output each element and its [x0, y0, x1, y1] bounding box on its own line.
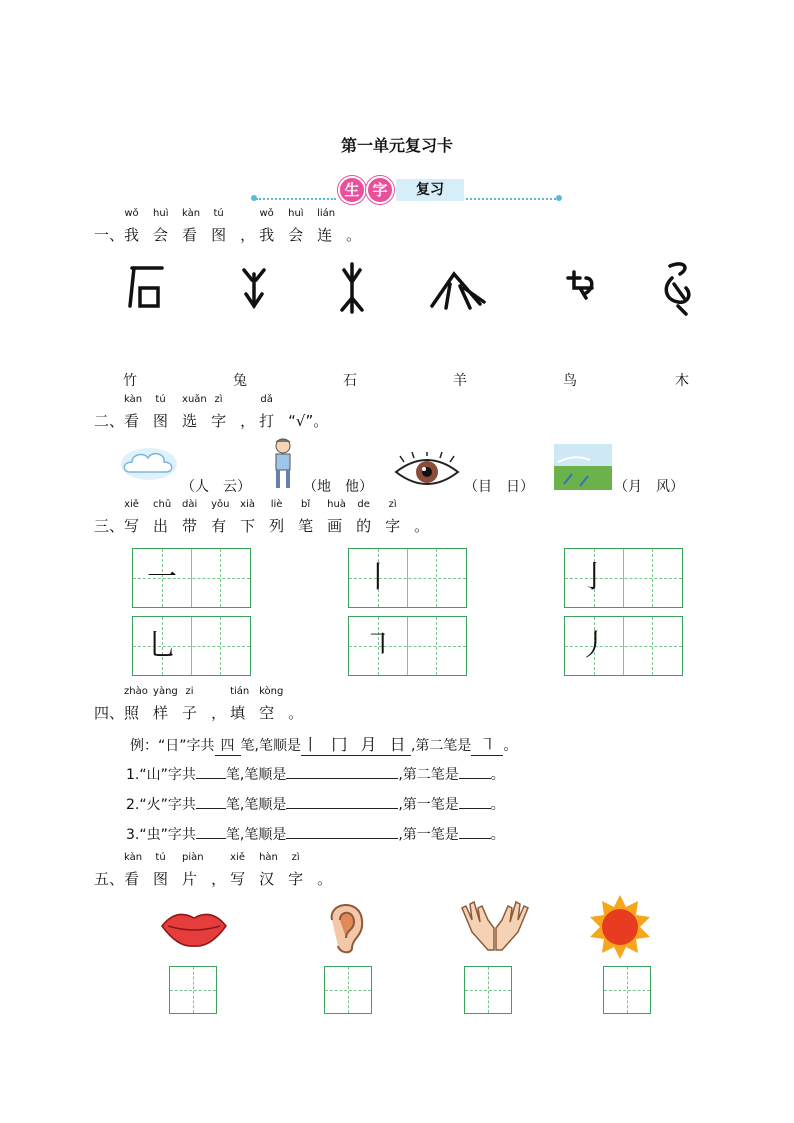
stroke-grid[interactable]: [564, 616, 683, 676]
q3-order-blank[interactable]: [286, 838, 398, 839]
pictograph-sheep-icon: [244, 270, 264, 306]
stroke-grid[interactable]: [348, 616, 467, 676]
section-5-pinyin: kàn: [124, 852, 143, 863]
section-4-char: zi 子: [182, 686, 198, 722]
section-1-pinyin: huì: [288, 208, 304, 219]
pictograph-row: [118, 258, 718, 324]
section-3-char: yǒu 有: [211, 499, 230, 535]
writing-box[interactable]: [169, 966, 217, 1014]
section-1-char: 。: [346, 226, 362, 244]
section-3-char: de 的: [356, 499, 372, 535]
word-6: 木: [675, 373, 689, 389]
section-4-char: kòng 空: [259, 686, 284, 722]
q2-stroke-blank[interactable]: [459, 808, 491, 809]
section-1-heading: [94, 208, 365, 245]
section-2-pinyin: dǎ: [260, 394, 273, 405]
example-order: 丨 冂 月 日: [301, 732, 411, 756]
section-5-pinyin: piàn: [182, 852, 204, 863]
section-5-pinyin: zì: [291, 852, 300, 863]
stroke-grid[interactable]: [564, 548, 683, 608]
section-1-char: huì 会: [288, 208, 304, 244]
banner-line-right: [466, 198, 556, 200]
option-1: （人 云）: [181, 479, 251, 495]
section-3-pinyin: chū: [153, 499, 172, 510]
stroke-sample: 一: [147, 560, 177, 595]
section-2-char: “√”。: [288, 412, 329, 430]
section-3-pinyin: dài: [182, 499, 198, 510]
example-count: 四: [215, 735, 241, 756]
stroke-grid[interactable]: [132, 548, 251, 608]
cloud-icon: [120, 446, 178, 482]
section-5-heading: [94, 852, 336, 889]
section-1-pinyin: kàn: [182, 208, 201, 219]
banner-dot-right: [556, 195, 562, 201]
section-1-char: kàn 看: [182, 208, 201, 244]
pictograph-tree-icon: [342, 264, 362, 312]
section-1-char: tú 图: [211, 208, 227, 244]
section-3-heading: [94, 499, 433, 536]
section-2-char: xuǎn 选: [182, 394, 207, 430]
pictograph-bamboo-icon: [432, 274, 484, 308]
section-5-pinyin: tú: [155, 852, 166, 863]
sun-icon: [586, 894, 654, 960]
section-5-char: hàn 汉: [259, 852, 278, 888]
word-3: 石: [343, 373, 357, 389]
section-1-char: wǒ 我: [259, 208, 275, 244]
section-3-pinyin: xià: [240, 499, 255, 510]
stroke-sample: 丿: [579, 628, 609, 663]
section-3-char: 。: [414, 517, 430, 535]
section-3-char: xià 下: [240, 499, 256, 535]
pictograph-rabbit-icon: [568, 272, 592, 298]
stroke-grid[interactable]: [132, 616, 251, 676]
section-1-char: lián 连: [317, 208, 336, 244]
section-3-number: 三、: [94, 517, 125, 535]
section-5-char: kàn 看: [124, 852, 143, 888]
section-1-char: ，: [240, 226, 256, 244]
question-3: 3.“虫”字共 笔,笔顺是 ,第一笔是 。: [126, 827, 505, 843]
section-3-char: liè 列: [269, 499, 285, 535]
option-2: （地 他）: [303, 479, 373, 495]
section-5-pinyin: xiě: [230, 852, 246, 863]
section-4-pinyin: yàng: [153, 686, 178, 697]
section-3-pinyin: xiě: [124, 499, 139, 510]
section-4-pinyin: tián: [230, 686, 250, 697]
section-1-pinyin: wǒ: [124, 208, 139, 219]
eye-icon: [394, 452, 460, 492]
q1-order-blank[interactable]: [286, 778, 398, 779]
banner-char-2: 字: [366, 176, 394, 204]
option-3: （目 日）: [464, 479, 534, 495]
section-2-pinyin: xuǎn: [182, 394, 207, 405]
stroke-sample: ㇕: [363, 628, 393, 663]
section-1-pinyin: lián: [317, 208, 336, 219]
section-1-pinyin: wǒ: [259, 208, 274, 219]
section-1-pinyin: huì: [153, 208, 169, 219]
stroke-grid[interactable]: [348, 548, 467, 608]
banner-line-left: [256, 198, 336, 200]
word-4: 羊: [453, 373, 467, 389]
section-1-char: wǒ 我: [124, 208, 140, 244]
question-1: 1.“山”字共 笔,笔顺是 ,第二笔是 。: [126, 767, 505, 783]
banner-label: 复习: [396, 179, 464, 201]
word-1: 竹: [123, 373, 137, 389]
section-4-char: yàng 样: [153, 686, 178, 722]
stroke-sample: 丨: [363, 560, 393, 595]
section-2-char: ，: [240, 412, 256, 430]
section-2-pinyin: kàn: [124, 394, 143, 405]
word-2: 兔: [233, 373, 247, 389]
stroke-sample: 亅: [579, 560, 609, 595]
section-4-pinyin: zi: [185, 686, 194, 697]
example-stroke: ㇕: [471, 732, 503, 756]
section-5-char: xiě 写: [230, 852, 246, 888]
q1-count-blank[interactable]: [196, 778, 226, 779]
section-3-pinyin: de: [357, 499, 370, 510]
banner-char-1: 生: [338, 176, 366, 204]
section-2-char: dǎ 打: [259, 394, 275, 430]
section-4-char: ，: [211, 704, 227, 722]
writing-box[interactable]: [603, 966, 651, 1014]
section-5-char: zì 字: [288, 852, 304, 888]
section-5-char: ，: [211, 870, 227, 888]
section-3-char: zì 字: [385, 499, 401, 535]
section-4-char: zhào 照: [124, 686, 148, 722]
q3-count-blank[interactable]: [196, 838, 226, 839]
section-5-char: piàn 片: [182, 852, 204, 888]
section-5-number: 五、: [94, 870, 125, 888]
word-5: 鸟: [563, 373, 577, 389]
section-3-pinyin: liè: [270, 499, 283, 510]
option-4: （月 风）: [614, 479, 684, 495]
writing-box[interactable]: [464, 966, 512, 1014]
section-3-pinyin: bǐ: [301, 499, 311, 510]
section-2-char: zì 字: [211, 394, 227, 430]
mouth-icon: [160, 906, 228, 948]
section-2-char: kàn 看: [124, 394, 143, 430]
section-3-char: huà 画: [327, 499, 346, 535]
section-2-pinyin: zì: [214, 394, 223, 405]
section-4-pinyin: kòng: [259, 686, 284, 697]
windy-field-icon: [554, 444, 612, 490]
section-4-heading: [94, 686, 307, 723]
section-5-char: tú 图: [153, 852, 169, 888]
pictograph-stone-icon: [130, 268, 162, 306]
section-3-char: dài 带: [182, 499, 198, 535]
section-1-number: 一、: [94, 226, 125, 244]
section-1-pinyin: tú: [213, 208, 224, 219]
section-3-char: xiě 写: [124, 499, 140, 535]
section-5-pinyin: hàn: [259, 852, 278, 863]
boy-icon: [270, 436, 296, 490]
section-3-pinyin: yǒu: [211, 499, 230, 510]
section-4-number: 四、: [94, 704, 125, 722]
stroke-sample: 乚: [147, 628, 177, 663]
section-3-pinyin: zì: [388, 499, 397, 510]
hands-icon: [458, 898, 532, 954]
section-5-char: 。: [317, 870, 333, 888]
section-2-number: 二、: [94, 412, 125, 430]
pictograph-bird-icon: [666, 264, 688, 314]
section-2-pinyin: tú: [155, 394, 166, 405]
q2-count-blank[interactable]: [196, 808, 226, 809]
section-2-heading: [94, 394, 332, 431]
section-1-char: huì 会: [153, 208, 169, 244]
page-title: 第一单元复习卡: [340, 136, 453, 155]
example-line: 例：“日”字共 四 笔,笔顺是丨 冂 月 日,第二笔是 ㇕ 。: [130, 732, 517, 756]
section-4-char: tián 填: [230, 686, 250, 722]
q2-order-blank[interactable]: [286, 808, 398, 809]
section-3-char: bǐ 笔: [298, 499, 314, 535]
q3-stroke-blank[interactable]: [459, 838, 491, 839]
section-3-pinyin: huà: [327, 499, 346, 510]
writing-box[interactable]: [324, 966, 372, 1014]
question-2: 2.“火”字共 笔,笔顺是 ,第一笔是 。: [126, 797, 505, 813]
section-2-char: tú 图: [153, 394, 169, 430]
ear-icon: [322, 896, 368, 956]
section-3-char: chū 出: [153, 499, 172, 535]
section-4-pinyin: zhào: [124, 686, 148, 697]
q1-stroke-blank[interactable]: [459, 778, 491, 779]
section-4-char: 。: [288, 704, 304, 722]
